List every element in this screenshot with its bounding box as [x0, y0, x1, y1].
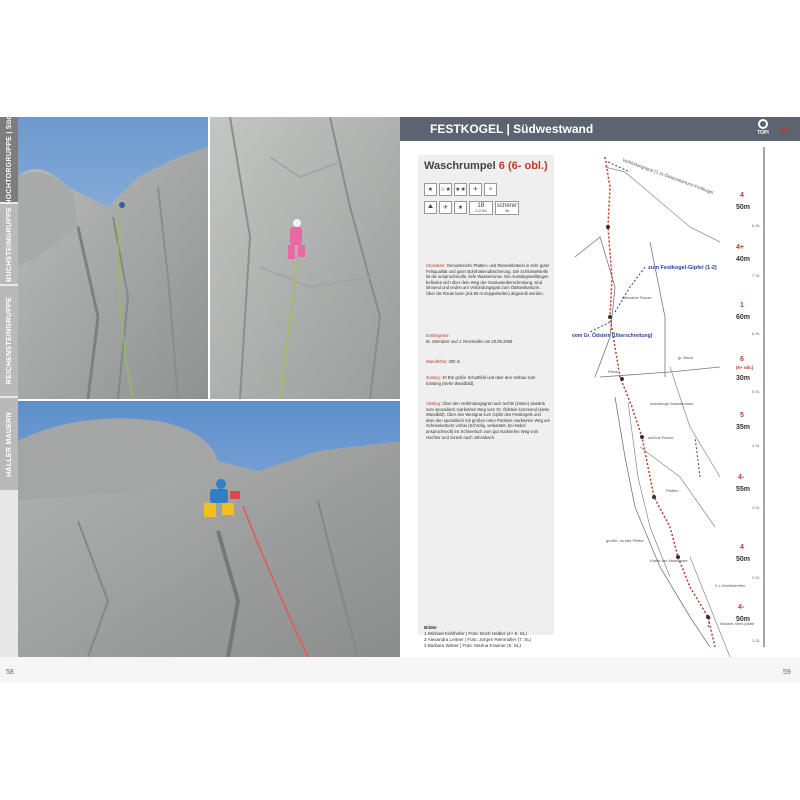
- erstbegeher-label: Erstbegeher:: [426, 333, 450, 338]
- climbing-photo-2: [210, 117, 400, 399]
- note-festkogel-gipfel: zum Festkogel-Gipfel (1-2): [648, 265, 717, 271]
- terrain-line: [605, 167, 720, 242]
- difficulty-sub: 3h: [504, 208, 510, 213]
- tab-label: REICHENSTEINGRUPPE: [5, 297, 13, 385]
- note-kante: Kante der Abseilpiste: [650, 558, 688, 563]
- sl-label: 2.SL: [752, 575, 761, 580]
- pitch-length: 40m: [736, 256, 751, 263]
- pitch-length: 60m: [736, 314, 751, 321]
- beauty-icon: ★★: [454, 183, 467, 196]
- pitch-grade: 4-: [738, 604, 745, 611]
- wandhoehe-label: Wandhöhe:: [426, 359, 448, 364]
- duration-sub: 2-2,5h: [475, 208, 487, 213]
- tab-hochtorgruppe[interactable]: [0, 114, 18, 205]
- sl-label: 7.SL: [752, 273, 761, 278]
- erstbegeher-text: M. Strimitzer und J. Reinmüller am 20.09.2009: [426, 338, 513, 344]
- pitch-grade: 6: [740, 356, 744, 363]
- left-page-footer: [0, 657, 400, 683]
- logo-ring-icon: [758, 119, 768, 129]
- pitch-length: 50m: [736, 616, 751, 623]
- terrain-line: [670, 367, 720, 477]
- pitch-length: 30m: [736, 375, 751, 382]
- terrain-line: [690, 557, 730, 657]
- climbing-photo-1: [18, 117, 208, 399]
- tab-label: BUCHSTEINGRUPPE: [5, 206, 13, 282]
- terrain-line: [650, 242, 665, 377]
- wandhoehe-paragraph: [426, 359, 550, 365]
- stand-icon: [706, 615, 710, 619]
- photo-credits-heading: Bilder: [424, 625, 438, 630]
- descent-icon: ✈: [439, 201, 452, 214]
- pitch-grade: 1: [740, 302, 744, 309]
- approach-icon: ⛰: [424, 201, 437, 214]
- pitch-length: 35m: [736, 424, 751, 431]
- exposure-icon: ✧: [484, 183, 497, 196]
- charakter-label: Charakter:: [426, 263, 446, 268]
- chapter-header: [400, 117, 800, 141]
- photo-credit-line: 1 Michael Kohlhofer | Foto: Erich Halber (4+ 5. SL): [424, 631, 527, 636]
- sl-label: 4.SL: [752, 443, 761, 448]
- terrain-line: [575, 237, 615, 377]
- note-gr-runder-pfeiler: großer, runder Pfeiler: [606, 538, 644, 543]
- zustieg-text: 10 Bm große Schuttfeld und über den Vorbau zum Einstieg (siehe Wandbild).: [426, 375, 536, 386]
- sl-label: 1.SL: [752, 638, 761, 643]
- note-gr-band: gr. Band: [678, 355, 693, 360]
- topo-svg: [570, 147, 780, 657]
- route-title: [424, 160, 548, 172]
- icon-row-2: [424, 201, 519, 215]
- route-name: Waschrumpel: [424, 160, 496, 172]
- sl-label: 3.SL: [752, 505, 761, 510]
- pitch-grade: 4: [740, 192, 744, 199]
- stand-icon: [652, 495, 656, 499]
- route-grade: 6 (6- obl.): [498, 160, 548, 172]
- abstieg-text: Über den Verbindungsgrat nach rechts (Osten) abwärts zum sporadisch markierten Weg vom Gr. Ödstein kommend (siehe Wandbild). Über den Westgrat zum Gipfel des Festkogels und über den sporadisch mit großen roten Punkten markierten Weg am Schneekarturm vorbei (Schrofig, verkarstet, bei Nebel anspruchsvoll) ins Schneeloch zum gut markierten Weg vom Hochtor und zurück nach Johnsbach.: [426, 401, 550, 440]
- note-vom-odstein: vom Gr. Ödstein (Überschreitung): [572, 333, 653, 339]
- difficulty-badge: [495, 201, 519, 215]
- sl-label: 6.SL: [752, 331, 761, 336]
- duration-main: 1B: [477, 203, 485, 209]
- abstieg-paragraph: [426, 401, 550, 440]
- chapter-title: FESTKOGEL | Südwestwand: [430, 122, 594, 136]
- tab-haller-mauern[interactable]: [0, 398, 18, 490]
- sl-label: 6.SL: [752, 223, 761, 228]
- rock-quality-icon: ★: [424, 183, 437, 196]
- climbing-photo-3: [18, 401, 400, 657]
- pitch-grade: 4+: [736, 244, 744, 251]
- photo-credit-line: 3 Barbara Winter | Foto: Marina Kraener (5. SL): [424, 643, 521, 648]
- wandhoehe-value: 300 m: [448, 359, 461, 364]
- book-spread: [0, 114, 800, 683]
- note-schwarze-runse: schwarze Runse: [622, 295, 652, 300]
- route-info-panel: [418, 155, 554, 635]
- pitch-length: 50m: [736, 556, 751, 563]
- rating-icon: ☆★: [439, 183, 452, 196]
- tab-reichensteingruppe[interactable]: [0, 286, 18, 396]
- icon-row-1: [424, 183, 497, 196]
- logo-text: TOPI: [757, 130, 769, 136]
- zustieg-paragraph: [426, 375, 550, 386]
- pitch-grade: 5: [740, 412, 744, 419]
- charakter-text: Genussreiche Platten- und Rissenkletterei in sehr guter Felsqualität und guter Bohrhakenabsicherung. Die Schlüsselstelle ist die anspruchsvolle, tiefe Wasserrunse. Die Ausstiegsseillängen befinden sich über dem Weg der Gesäuseüberschreitung, sind lohnend und enden am Verbindungsgrat zum Ödsteinkarturm. Über die Route kann (mit 60 m Doppelseilen) abgeseilt werden.: [426, 263, 550, 296]
- note-schoene-runse: schöne Runse: [648, 435, 674, 440]
- topi-logo: [752, 119, 774, 139]
- gear-icon: ✈: [469, 183, 482, 196]
- pitch-grade: 4: [740, 544, 744, 551]
- erstbegeher-paragraph: [426, 333, 550, 344]
- tab-label: HOCHTORGRUPPE | Süd: [5, 114, 13, 205]
- terrain-line: [628, 402, 670, 577]
- pitch-grade: 4-: [738, 474, 745, 481]
- stand-icon: [608, 315, 612, 319]
- note-platten: Platten: [666, 488, 679, 493]
- stand-icon: [620, 377, 624, 381]
- tab-label: HALLER MAUERN: [5, 411, 13, 477]
- tab-buchsteingruppe[interactable]: [0, 204, 18, 284]
- route-topo-diagram: [570, 147, 780, 657]
- note-schwierige-wasserrunse: schwierige Wasserrunse: [650, 401, 694, 406]
- stand-icon: [640, 435, 644, 439]
- photo-credit-line: 2 Alexandra Leitner | Foto: Jürgen Reinmüller (7. SL): [424, 637, 532, 642]
- zustieg-label: Zustieg:: [426, 375, 441, 380]
- difficulty-main: scherer: [496, 203, 517, 209]
- right-page-footer: [400, 657, 800, 683]
- note-riss: Risse: [608, 369, 619, 374]
- note-wasserrillenplatte: Wasser-rillen-platte: [720, 621, 755, 626]
- pitch-length: 50m: [736, 204, 751, 211]
- duration-badge: [469, 201, 493, 215]
- note-hangplatte: 2 x Geröllstreifen: [715, 583, 746, 588]
- pitch-length: 55m: [736, 486, 751, 493]
- stand-icon: [606, 225, 610, 229]
- descent-path: [615, 267, 645, 312]
- section-tabs: [0, 114, 18, 683]
- page-number-left: 58: [6, 669, 14, 676]
- abstieg-label: Abstieg:: [426, 401, 442, 406]
- pitch-sub-grade: (5+ obl.): [736, 365, 754, 370]
- note-verbindungsgrat: Verbindungsgrat (1-2) Ödsteinkarturm-Festkogel: [621, 157, 715, 195]
- sl-label: 5.SL: [752, 389, 761, 394]
- protection-icon: ★: [454, 201, 467, 214]
- charakter-paragraph: [426, 263, 550, 297]
- guide-page-number: 67: [781, 126, 790, 135]
- page-number-right: 59: [783, 669, 791, 676]
- descent-path: [590, 322, 610, 332]
